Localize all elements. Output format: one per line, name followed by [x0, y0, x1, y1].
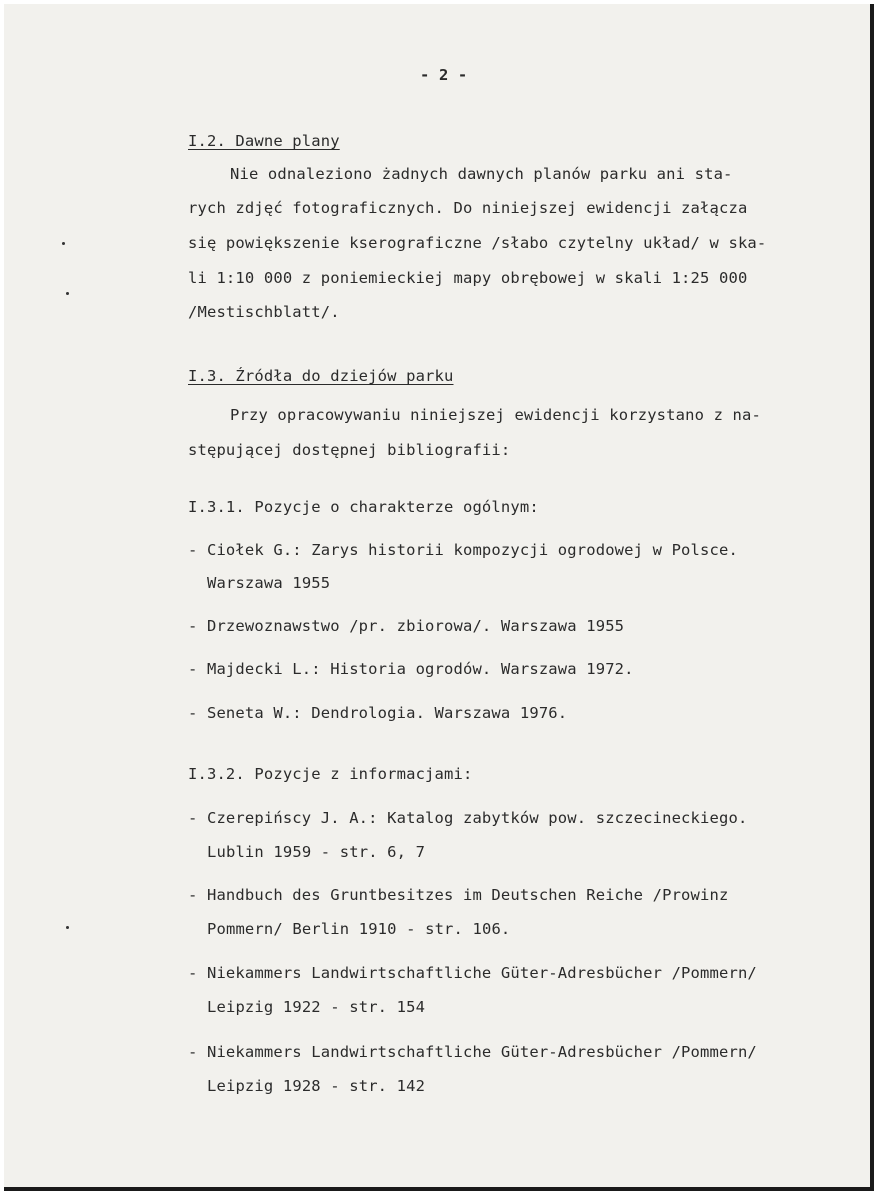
- bibliography-item-continuation: Leipzig 1922 - str. 154: [207, 998, 426, 1016]
- bibliography-item: - Handbuch des Gruntbesitzes im Deutschen Reiche /Prowinz: [188, 886, 729, 904]
- subsection-heading-informacje: I.3.2. Pozycje z informacjami:: [188, 765, 473, 783]
- bibliography-item: - Ciołek G.: Zarys historii kompozycji ogrodowej w Polsce.: [188, 541, 738, 559]
- paragraph-line: Przy opracowywaniu niniejszej ewidencji korzystano z na-: [230, 406, 761, 424]
- section-heading-zrodla: I.3. Źródła do dziejów parku: [188, 367, 454, 385]
- section-heading-dawne-plany: I.2. Dawne plany: [188, 132, 340, 150]
- paragraph-line: li 1:10 000 z poniemieckiej mapy obrębowej w skali 1:25 000: [188, 269, 748, 287]
- scan-speck: [62, 242, 65, 245]
- bibliography-item-continuation: Pommern/ Berlin 1910 - str. 106.: [207, 920, 511, 938]
- bibliography-item: - Czerepińscy J. A.: Katalog zabytków pow. szczecineckiego.: [188, 809, 748, 827]
- paragraph-line: /Mestischblatt/.: [188, 303, 340, 321]
- bibliography-item: - Seneta W.: Dendrologia. Warszawa 1976.: [188, 704, 568, 722]
- paragraph-line: rych zdjęć fotograficznych. Do niniejszej ewidencji załącza: [188, 199, 748, 217]
- document-page: [4, 4, 874, 1191]
- paragraph-line: Nie odnaleziono żadnych dawnych planów parku ani sta-: [230, 165, 733, 183]
- scan-speck: [66, 926, 69, 929]
- subsection-heading-ogolne: I.3.1. Pozycje o charakterze ogólnym:: [188, 498, 539, 516]
- bibliography-item-continuation: Lublin 1959 - str. 6, 7: [207, 843, 426, 861]
- paragraph-line: stępującej dostępnej bibliografii:: [188, 441, 511, 459]
- bibliography-item-continuation: Warszawa 1955: [207, 574, 331, 592]
- page-number: - 2 -: [420, 66, 468, 84]
- bibliography-item-continuation: Leipzig 1928 - str. 142: [207, 1077, 426, 1095]
- bibliography-item: - Niekammers Landwirtschaftliche Güter-Adresbücher /Pommern/: [188, 1043, 757, 1061]
- bibliography-item: - Niekammers Landwirtschaftliche Güter-Adresbücher /Pommern/: [188, 964, 757, 982]
- scan-speck: [66, 292, 69, 295]
- bibliography-item: - Drzewoznawstwo /pr. zbiorowa/. Warszawa 1955: [188, 617, 625, 635]
- bibliography-item: - Majdecki L.: Historia ogrodów. Warszawa 1972.: [188, 660, 634, 678]
- paragraph-line: się powiększenie kserograficzne /słabo czytelny układ/ w ska-: [188, 234, 767, 252]
